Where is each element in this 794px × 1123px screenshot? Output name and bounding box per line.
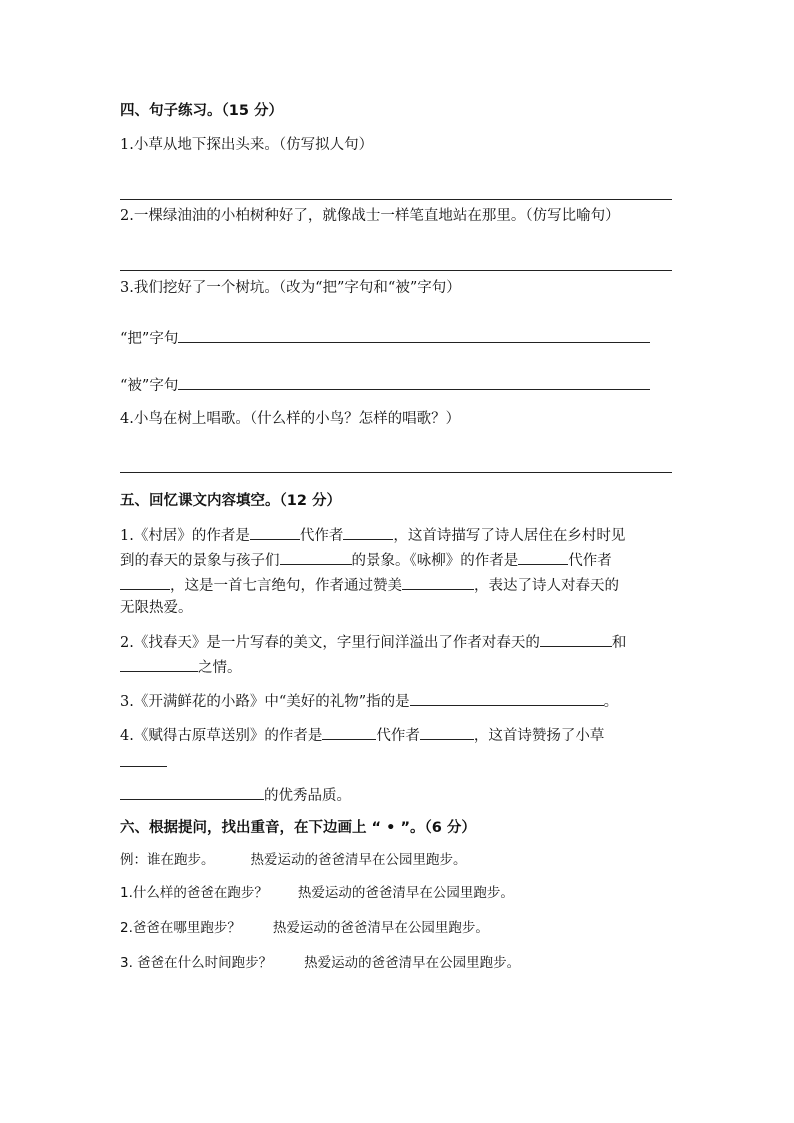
blank-feeling-2[interactable] bbox=[120, 656, 198, 672]
section-5-title: 五、回忆课文内容填空。（12 分） bbox=[120, 493, 341, 509]
q4-text-c: ，这首诗赞扬了小草 bbox=[473, 728, 605, 744]
example-question: 例：谁在跑步。 bbox=[120, 852, 215, 868]
section-5-q1-line1 bbox=[120, 524, 625, 546]
q4-text-d: 的优秀品质。 bbox=[264, 788, 351, 804]
answer-line-4-4[interactable] bbox=[120, 472, 672, 473]
blank-feeling-1[interactable] bbox=[540, 631, 612, 647]
blank-cunju-dynasty[interactable] bbox=[250, 524, 300, 540]
blank-fude-author[interactable] bbox=[420, 724, 474, 740]
q1-text-f: 代作者 bbox=[568, 553, 612, 569]
section-6-title: 六、根据提问，找出重音，在下边画上 “ • ”。（6 分） bbox=[120, 820, 476, 836]
q1-text-b: 代作者 bbox=[299, 528, 344, 544]
section-5-q4-line1 bbox=[120, 724, 604, 746]
section-4-question-1: 1.小草从地下探出头来。（仿写拟人句） bbox=[120, 137, 374, 153]
section-5-q1-line4: 无限热爱。 bbox=[120, 600, 193, 616]
bei-sentence-label: “被”字句 bbox=[120, 378, 179, 394]
example-sentence: 热爱运动的爸爸清早在公园里跑步。 bbox=[250, 852, 467, 868]
section-5-q1-line2 bbox=[120, 549, 612, 571]
q3-text-b: 。 bbox=[603, 694, 619, 710]
blank-grass-quality[interactable] bbox=[120, 784, 264, 800]
answer-line-4-2[interactable] bbox=[120, 270, 672, 271]
q1-text-g: ，这是一首七言绝句，作者通过赞美 bbox=[170, 578, 402, 594]
blank-yongliu-dynasty[interactable] bbox=[518, 549, 568, 565]
section-5-q4-line2 bbox=[120, 784, 351, 806]
section-5-q2-line1 bbox=[120, 631, 626, 653]
blank-gift[interactable] bbox=[410, 690, 604, 706]
blank-fude-dynasty[interactable] bbox=[322, 724, 376, 740]
q1-text-d: 到的春天的景象与孩子们 bbox=[120, 553, 280, 569]
section-5-q3 bbox=[120, 690, 618, 712]
question-row-2 bbox=[120, 918, 489, 938]
q2-text-b: 和 bbox=[611, 635, 627, 651]
example-row bbox=[120, 850, 467, 870]
q1-text-e: 的景象。《咏柳》的作者是 bbox=[351, 553, 519, 569]
section-4-question-2: 2.一棵绿油油的小柏树种好了，就像战士一样笔直地站在那里。（仿写比喻句） bbox=[120, 208, 620, 224]
sentence-2[interactable]: 热爱运动的爸爸清早在公园里跑步。 bbox=[272, 920, 489, 936]
q3-text-a: 3.《开满鲜花的小路》中“美好的礼物”指的是 bbox=[120, 694, 410, 710]
blank-praise-object[interactable] bbox=[402, 574, 474, 590]
question-row-1 bbox=[120, 883, 514, 903]
question-3: 3. 爸爸在什么时间跑步？ bbox=[120, 955, 273, 971]
q1-text-h: ，表达了诗人对春天的 bbox=[474, 578, 619, 594]
sentence-3[interactable]: 热爱运动的爸爸清早在公园里跑步。 bbox=[304, 955, 521, 971]
ba-sentence-row bbox=[120, 327, 672, 349]
blank-cunju-author[interactable] bbox=[343, 524, 393, 540]
q1-text-c: ，这首诗描写了诗人居住在乡村时见 bbox=[393, 528, 626, 544]
answer-line-4-1[interactable] bbox=[120, 199, 672, 200]
bei-sentence-blank[interactable] bbox=[178, 374, 650, 390]
section-4-title: 四、句子练习。（15 分） bbox=[120, 103, 283, 119]
question-row-3 bbox=[120, 953, 520, 973]
blank-yongliu-author[interactable] bbox=[120, 574, 170, 590]
ba-sentence-blank[interactable] bbox=[178, 327, 650, 343]
q2-text-c: 之情。 bbox=[198, 660, 242, 676]
section-4-question-4: 4.小鸟在树上唱歌。（什么样的小鸟？怎样的唱歌？） bbox=[120, 411, 461, 427]
ba-sentence-label: “把”字句 bbox=[120, 331, 179, 347]
sentence-1[interactable]: 热爱运动的爸爸清早在公园里跑步。 bbox=[297, 885, 514, 901]
question-1: 1.什么样的爸爸在跑步？ bbox=[120, 885, 268, 901]
blank-children-scene[interactable] bbox=[280, 549, 352, 565]
q1-text-a: 1.《村居》的作者是 bbox=[120, 528, 250, 544]
q2-text-a: 2.《找春天》是一片写春的美文，字里行间洋溢出了作者对春天的 bbox=[120, 635, 540, 651]
blank-grass-quality-short[interactable] bbox=[120, 766, 167, 767]
q4-text-a: 4.《赋得古原草送别》的作者是 bbox=[120, 728, 323, 744]
section-5-q1-line3 bbox=[120, 574, 619, 596]
section-4-question-3: 3.我们挖好了一个树坑。（改为“把”字句和“被”字句） bbox=[120, 280, 461, 296]
question-2: 2.爸爸在哪里跑步？ bbox=[120, 920, 241, 936]
bei-sentence-row bbox=[120, 374, 672, 396]
q4-text-b: 代作者 bbox=[376, 728, 420, 744]
section-5-q2-line2 bbox=[120, 656, 242, 678]
